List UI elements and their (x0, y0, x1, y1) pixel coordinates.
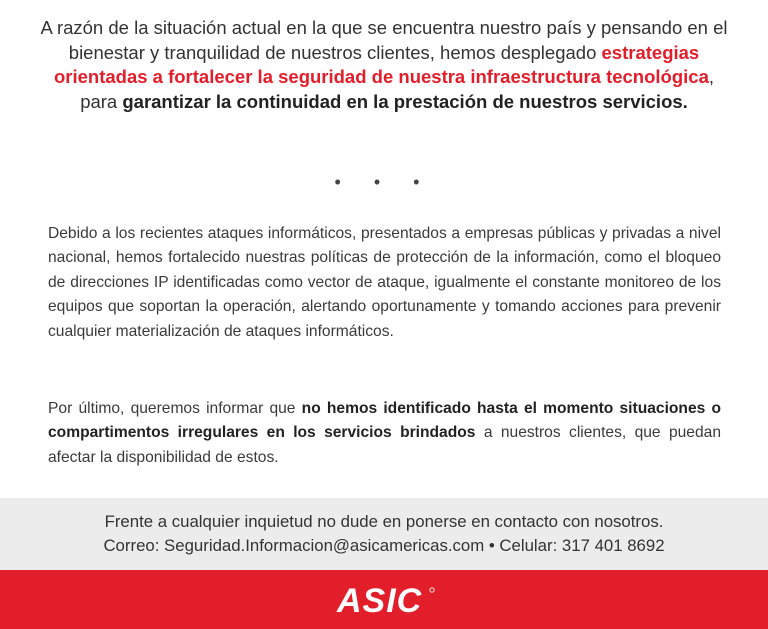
section-separator: • • • (334, 172, 434, 192)
paragraph-status-start: Por último, queremos informar que (48, 400, 302, 417)
intro-text-middle: , para (80, 66, 715, 112)
paragraph-status (48, 397, 721, 470)
paragraph-security-measures: Debido a los recientes ataques informáticos, presentados a empresas públicas y privadas a nivel nacional, hemos fortalecido nuestras políticas de protección de la información, como el bloqueo de direcciones IP identificadas como vector de ataque, igualmente el constante monitoreo de los equipos que soportan la operación, alertando oportunamente y tomando acciones para prevenir cualquier materialización de ataques informáticos. (48, 225, 721, 340)
contact-band (0, 498, 768, 570)
paragraph-status-end: a nuestros clientes, que puedan afectar la disponibilidad de estos. (48, 424, 721, 466)
contact-details: Correo: Seguridad.Informacion@asicamericas.com • Celular: 317 401 8692 (103, 536, 665, 555)
registered-mark-icon (430, 588, 434, 592)
intro-highlight-red: estrategias orientadas a fortalecer la seguridad de nuestra infraestructura tecnológica (53, 41, 709, 87)
intro-statement (40, 16, 728, 114)
intro-highlight-bold: garantizar la continuidad en la prestación de nuestros servicios. (122, 90, 688, 112)
paragraph-status-bold: no hemos identificado hasta el momento situaciones o compartimentos irregulares en los servicios brindados (48, 400, 722, 442)
asic-logo (333, 584, 437, 616)
intro-text-start: A razón de la situación actual en la que se encuentra nuestro país y pensando en el bienestar y tranquilidad de nuestros clientes, hemos desplegado (40, 17, 728, 63)
asic-logo-text: ASIC (337, 584, 423, 616)
footer-bar (0, 570, 768, 629)
contact-invitation: Frente a cualquier inquietud no dude en ponerse en contacto con nosotros. (104, 512, 664, 531)
